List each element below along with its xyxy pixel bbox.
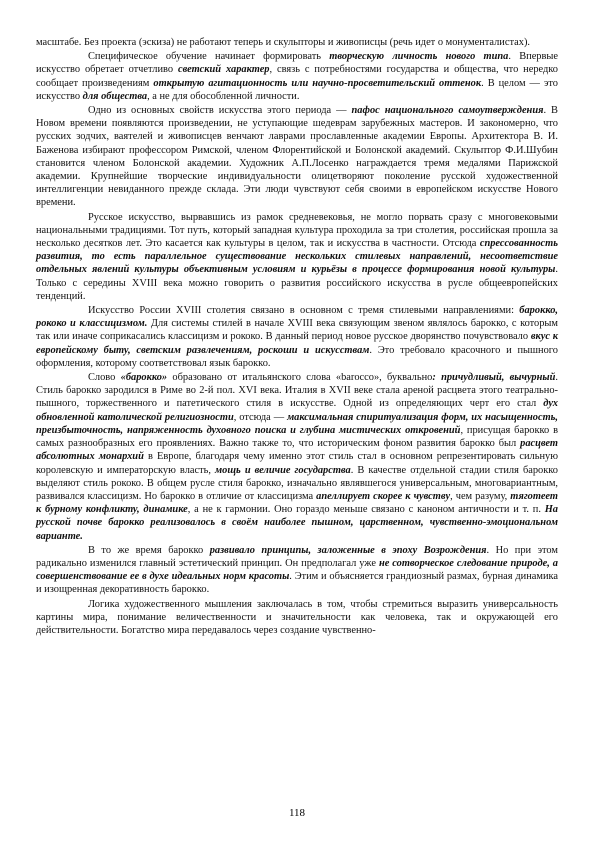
emphasized-text: развивало принципы, заложенные в эпоху Возрождения [209,544,487,556]
text-run: . Этим и объясняется грандиозный размах, бурная динамика и изощренная декоративность барокко. [36,571,559,596]
paragraph [36,50,558,103]
text-run: , а не для обособленной личности. [147,90,300,102]
text-run: . В целом — это искусство [36,77,559,102]
emphasized-text: пафос национального самоутверждения [351,105,544,117]
emphasized-text: не сотворческое следование природе, а совершенствование ее в духе идеальных норм красоты [36,557,558,583]
text-run: , отсюда — [233,411,288,423]
page-number: 118 [288,807,306,819]
text-run: Специфическое обучение начинает формировать [88,51,330,63]
text-run: . Только с середины XVIII века можно говорить о развития российского искусства в русле общеевропейских тенденций. [36,264,558,302]
text-run: Русское искусство, вырвавшись из рамок средневековья, не могло порвать сразу с многовековыми национальными традициями. Тот путь, который западная культура проходила за три столетия, российская прошла за несколько десятков лет. Это касается как культуры в целом, так и искусства в частности. Отсюда [36,211,558,250]
text-run: , связь с потребностями государства и общества, что нередко сообщает произведениям [36,64,559,89]
text-run: Логика художественного мышления заключалась в том, чтобы стремиться выразить универсальность картины мира, понимание величественности и значительности как человека, так и окружающей его действительности. Богатство мира передавалось через создание чувственно- [36,598,558,636]
body-text [36,36,558,637]
text-run: . В качестве отдельной стадии стиля барокко выделяют стиль рококо. В общем русле стиля барокко, изначально являвшегося универсальным, многовариантным, развивался классицизм. Но барокко в отличие от классицизма [36,464,558,502]
emphasized-text: «барокко» [120,372,168,384]
text-run: . Но при этом радикально изменился главный эстетический принцип. Он предполагал уже [36,544,559,569]
text-run: , чем разуму, [450,490,511,502]
emphasized-text: дух обновленной католической религиозности [36,398,558,423]
paragraph [36,598,558,638]
emphasized-text: апеллирует скорее к чувству [316,490,451,502]
paragraph [36,371,558,543]
emphasized-text: открытую агитационность или научно-просветительский оттенок [153,77,482,89]
emphasized-text: светский характер [177,64,270,76]
text-run: . Впервые искусство обретает отчетливо [36,51,558,76]
text-run: образовано от итальянского слова «barocco», буквально [167,372,433,384]
text-run: Искусство России XVIII столетия связано в основном с тремя стилевыми направлениями: [88,305,520,317]
text-run: . В Новом времени появляются произведении, не уступающие шедеврам зарубежных мастеров. И закономерно, что русских зодчих, ваятелей и живописцев венчают лаврами прославленные академии Европы. Архитектора В. И. Баженова избирают профессором Римской, членом Флорентийской и Болонской академий. Скульптор Ф.И.Шубин становится членом Болонской академии. Художник А.П.Лосенко награждается тремя медалями Парижской академии. Крупнейшие творческие индивидуальности олицетворяют поколение русской художественной интеллигенции невиданного прежде склада. Эти люди чувствуют себя своими в европейском искусстве Нового времени. [36,105,558,209]
emphasized-text: На русской почве барокко реализовалось в своём наиболее пышном, царственном, чувственно-эмоциональном варианте. [36,504,558,542]
text-run: в Европе, благодаря чему именно этот стиль стал в основном репрезентировать сильную королевскую и императорскую власть, [36,451,558,476]
text-run: . Это требовало красочного и пышного оформления, которому соответствовал язык барокко. [36,344,558,369]
text-run: , присущая барокко в самых разнообразных его проявлениях. Важно также то, что историческим фоном развития барокко был [36,424,558,450]
emphasized-text: для общества [82,90,148,102]
emphasized-text: тяготеет к бурному конфликту, динамике [36,490,558,516]
text-run: . Стиль барокко зародился в Риме во 2-й пол. XVI века. Италия в XVII веке стала ареной расцвета этого театрально-пышного, торжественного и патетического стиля в искусстве. Одной из определяющих черт его стал [36,372,558,410]
paragraph [36,544,558,597]
paragraph [36,36,558,49]
text-run: Для системы стилей в начале XVIII века связующим звеном являлось барокко, с которым так или иначе соприкасались классицизм и рококо. В данный период новое русское дворянство почувствовало [36,318,558,343]
emphasized-text: барокко, рококо и классицизмом. [36,305,558,330]
emphasized-text: : причудливый, вычурный [432,372,556,384]
text-run: В то же время барокко [88,544,210,556]
emphasized-text: творческую личность нового типа [329,51,509,63]
paragraph [36,211,558,303]
text-run: масштабе. Без проекта (эскиза) не работают теперь и скульпторы и живописцы (речь идет о монументалистах). [36,37,531,48]
text-run: , а не к гармонии. Оно гораздо меньше связано с каноном античности и т. п. [187,504,545,516]
emphasized-text: максимальная спиритуализация форм, их насыщенность, преизбыточность, напряженность духовного поиска и глубина мистических откровений [36,411,559,436]
paragraph [36,104,558,210]
emphasized-text: вкус к европейскому быту, светским развлечениям, роскоши и искусствам [36,331,559,356]
paragraph [36,304,558,370]
emphasized-text: расцвет абсолютных монархий [36,438,558,463]
text-run: Одно из основных свойств искусства этого периода — [88,105,352,117]
emphasized-text: мощь и величие государства [215,464,351,476]
text-run: Слово [88,372,121,384]
emphasized-text: спрессованность развития, то есть параллельное существование нескольких стилевых направлений, несоответствие отдельных явлений культуры объективным условиям и курьёзы в процессе формирования новой культуры [36,238,558,276]
